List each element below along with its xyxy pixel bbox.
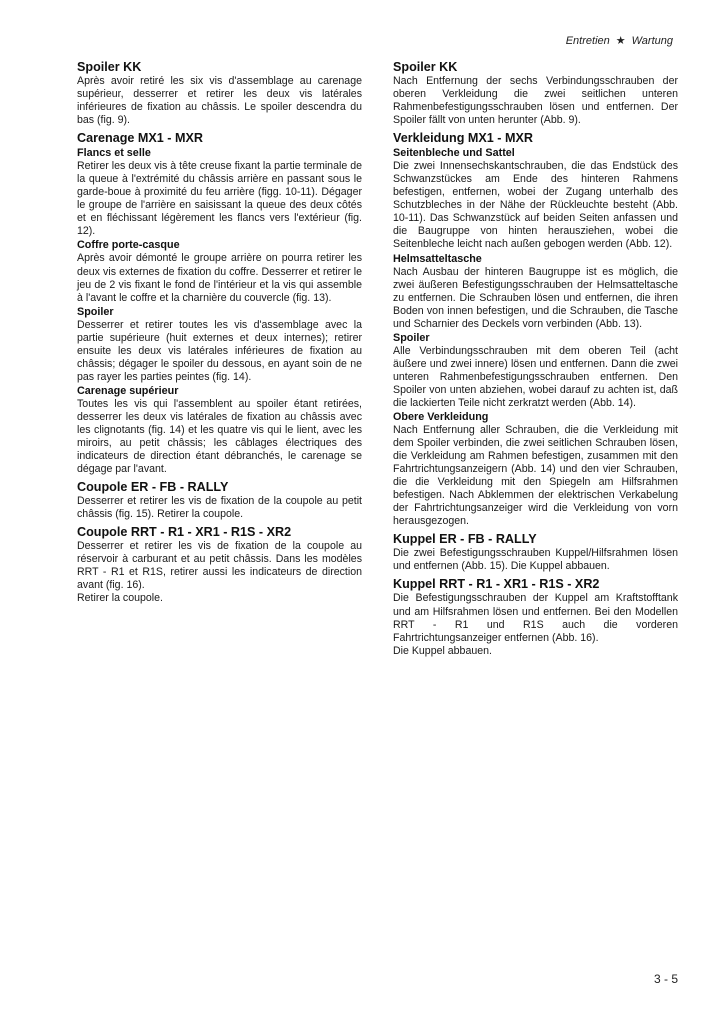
heading-kuppel-er: Kuppel ER - FB - RALLY <box>393 532 537 547</box>
paragraph-coffre: Après avoir démonté le groupe arrière on pourra retirer les deux vis externes de fixation du coffre. Desserrer et retirer le jeu de 2 vis fixant le fond de l'intérieur et la vis qui assemble à l'avant le coffre et la charnière du couvercle (fig. 13). <box>77 252 362 304</box>
paragraph-carenage-sup: Toutes les vis qui l'assemblent au spoiler étant retirées, desserrer les deux vis latérales de fixation au châssis avec les clignotants (fig. 14) et les quatre vis qui le lient, avec les miroirs, au petit châssis; les câblages électriques des indicateurs de direction étant débranchés, le carenage se dégage par l'avant. <box>77 397 362 476</box>
subheading-flancs: Flancs et selle <box>77 147 151 160</box>
paragraph-spoiler-de: Alle Verbindungsschrauben mit dem oberen Teil (acht äußere und zwei innere) lösen und entfernen. Dann die zwei unteren Rahmenbefestigungsschrauben entfernen. Den Spoiler von unten abziehen, wobei darauf zu achten ist, daß die lackierten Teile nicht zerkratzt werden (Abb. 14). <box>393 344 678 409</box>
paragraph-spoiler-kk-de: Nach Entfernung der sechs Verbindungsschrauben der oberen Verkleidung die zwei seitlichen unteren Rahmenbefestigungsschrauben lösen und entfernen. Der Spoiler fällt von unten herunter (Abb. 9). <box>393 75 678 127</box>
subheading-obere-verkleidung: Obere Verkleidung <box>393 410 489 423</box>
paragraph-kuppel-er: Die zwei Befestigungsschrauben Kuppel/Hilfsrahmen lösen und entfernen (Abb. 15). Die Kuppel abbauen. <box>393 547 678 573</box>
heading-spoiler-kk-de: Spoiler KK <box>393 60 458 74</box>
heading-spoiler-kk: Spoiler KK <box>77 60 142 74</box>
section-verkleidung-mx1 <box>393 131 678 528</box>
section-spoiler-kk-fr <box>77 60 362 127</box>
running-header <box>566 34 673 47</box>
section-carenage-mx1 <box>77 131 362 476</box>
paragraph-spoiler: Desserrer et retirer toutes les vis d'assemblage avec la partie supérieure (huit externes et deux internes); retirer ensuite les deux vis latérales inférieures de fixation au châssis; dégager le spoiler du dessous, en ayant soin de ne pas rayer les parties peintes (fig. 14). <box>77 318 362 383</box>
subheading-coffre: Coffre porte-casque <box>77 239 180 252</box>
section-spoiler-kk-de <box>393 60 678 127</box>
heading-coupole-rrt: Coupole RRT - R1 - XR1 - R1S - XR2 <box>77 525 292 540</box>
paragraph-helmsatteltasche: Nach Ausbau der hinteren Baugruppe ist es möglich, die zwei äußeren Befestigungsschrauben der Helmsatteltasche zu entfernen. Die Schrauben lösen und entfernen, die ihren Boden von innen befestigen, und die Schrauben, die Tasche und Scharnier des Deckels vorn verbinden (Abb. 13). <box>393 265 678 330</box>
star-icon: ★ <box>615 35 626 47</box>
subheading-spoiler: Spoiler <box>77 305 114 318</box>
subheading-spoiler-de: Spoiler <box>393 331 430 344</box>
heading-coupole-er: Coupole ER - FB - RALLY <box>77 480 229 495</box>
header-french: Entretien <box>565 35 610 47</box>
german-column <box>393 60 678 661</box>
heading-carenage-mx1: Carenage MX1 - MXR <box>77 131 203 146</box>
section-kuppel-rrt <box>393 577 678 657</box>
paragraph-coupole-rrt: Desserrer et retirer les vis de fixation de la coupole au réservoir à carburant et au petit châssis. Dans les modèles RRT - R1 et R1S, retirer aussi les indicateurs de direction avant (fig. 16). <box>77 540 362 592</box>
paragraph-kuppel-rrt: Die Befestigungsschrauben der Kuppel am Kraftstofftank und am Hilfsrahmen lösen und entfernen. Bei den Modellen RRT - R1 und R1S auch die vorderen Fahrtrichtungsanzeiger entfernen (Abb. 16). <box>393 592 678 644</box>
section-kuppel-er <box>393 532 678 573</box>
paragraph-coupole-er: Desserrer et retirer les vis de fixation de la coupole au petit châssis (fig. 15). Retirer la coupole. <box>77 495 362 521</box>
paragraph-spoiler-kk: Après avoir retiré les six vis d'assemblage au carenage supérieur, desserrer et retirer les deux vis latérales inférieures de fixation au châssis. Le spoiler descendra du bas (fig. 9). <box>77 75 362 127</box>
subheading-helmsatteltasche: Helmsatteltasche <box>393 252 482 265</box>
heading-kuppel-rrt: Kuppel RRT - R1 - XR1 - R1S - XR2 <box>393 577 600 592</box>
subheading-carenage-sup: Carenage supérieur <box>77 384 179 397</box>
paragraph-kuppel-rrt-2: Die Kuppel abbauen. <box>393 644 492 657</box>
paragraph-coupole-rrt-2: Retirer la coupole. <box>77 592 163 605</box>
paragraph-seitenbleche: Die zwei Innensechskantschrauben, die das Endstück des Schwanzstückes am Ende des hinteren Rahmens befestigen, entfernen, wobei der Zugang unterhalb des Schutzbleches in der Nähe der Rückleuchte besteht (Abb. 10-11). Das Schwanzstück auf beiden Seiten anfassen und die Baugruppe von hinten herausziehen, wobei die Seitenbleche leicht nach außen gebogen werden (Abb. 12). <box>393 160 678 251</box>
subheading-seitenbleche: Seitenbleche und Sattel <box>393 147 515 160</box>
section-coupole-er <box>77 480 362 521</box>
french-column <box>77 60 362 609</box>
paragraph-flancs: Retirer les deux vis à tête creuse fixant la partie terminale de la queue à l'extrémité du châssis arrière en passant sous le garde-boue à proximité du feu arrière (figg. 10-11). Dégager le groupe de l'arrière en saisissant la queue des deux côtés et en fléchissant légèrement les flancs vers l'extérieur (fig. 12). <box>77 160 362 238</box>
section-coupole-rrt <box>77 525 362 605</box>
heading-verkleidung-mx1: Verkleidung MX1 - MXR <box>393 131 533 146</box>
page-number: 3 - 5 <box>653 972 678 986</box>
paragraph-obere-verkleidung: Nach Entfernung aller Schrauben, die die Verkleidung mit dem Spoiler verbinden, die zwei seitlichen Schrauben lösen, die Verkleidung am Rahmen befestigen, zusammen mit den Fahrtrichtungsanzeigern (Abb. 14) und den vier Schrauben, die die Verkleidung mit den Spiegeln am Hilfsrahmen befestigen. Nach Abklemmen der elektrischen Verkabelung der Fahrtrichtungsanzeiger wird die Verkleidung von vorn herausgezogen. <box>393 423 678 528</box>
header-german: Wartung <box>631 35 673 47</box>
